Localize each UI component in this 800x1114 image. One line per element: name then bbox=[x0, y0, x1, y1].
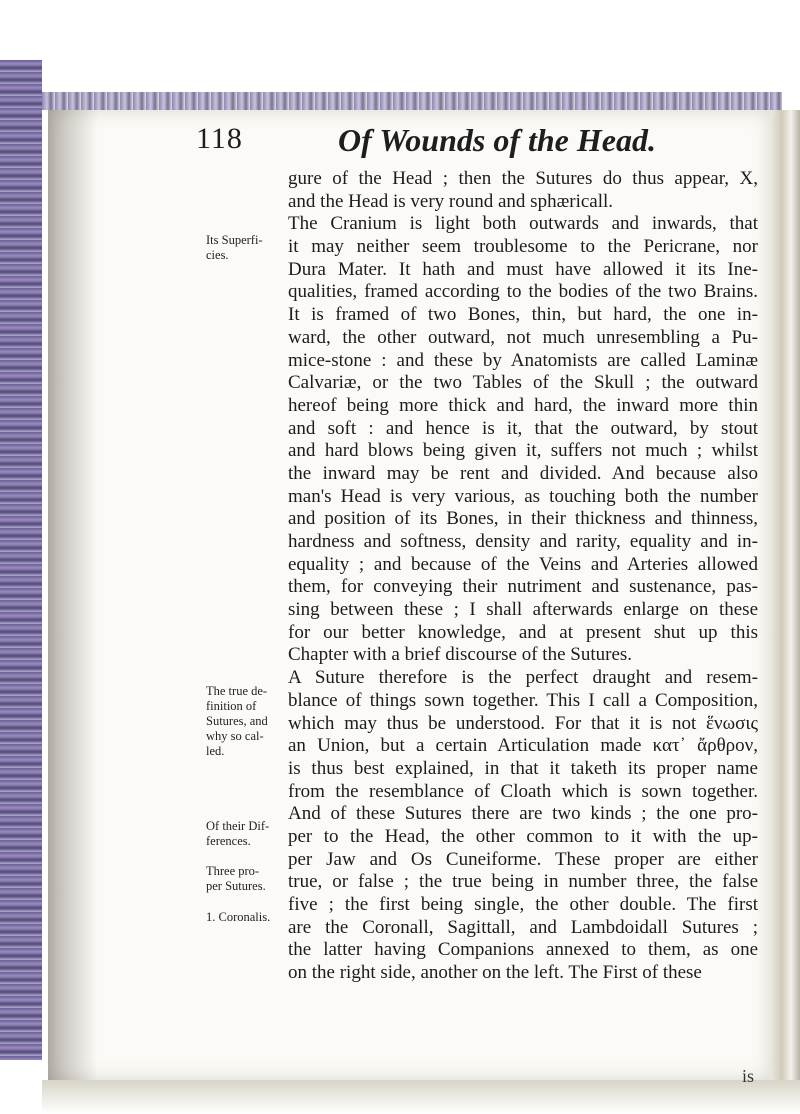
margin-note-line: cies. bbox=[206, 248, 229, 262]
text-line: It is framed of two Bones, thin, but hard, the one in- bbox=[288, 304, 758, 326]
margin-note-line: Three pro- bbox=[206, 864, 260, 878]
gutter-shadow bbox=[48, 110, 98, 1080]
body-text bbox=[288, 168, 758, 985]
book-top-edge bbox=[42, 92, 782, 110]
margin-note-line: 1. Coronalis. bbox=[206, 910, 271, 924]
text-line: five ; the first being single, the other double. The first bbox=[288, 894, 758, 915]
margin-note-line: ferences. bbox=[206, 834, 251, 848]
margin-note-line: Of their Dif- bbox=[206, 819, 270, 833]
text-line: Dura Mater. It hath and must have allowed it its Ine- bbox=[288, 258, 758, 280]
margin-note-line: why so cal- bbox=[206, 729, 264, 743]
page-stack-edge bbox=[770, 110, 800, 1090]
text-line: ward, the other outward, not much unresembling a Pu- bbox=[288, 326, 758, 348]
text-line: it may neither seem troublesome to the Pericrane, nor bbox=[288, 236, 758, 258]
text-line: And of these Sutures there are two kinds ; the one pro- bbox=[288, 803, 758, 825]
text-line: them, for conveying their nutriment and sustenance, pas- bbox=[288, 576, 758, 598]
text-line: the latter having Companions annexed to them, as one bbox=[288, 939, 758, 961]
catchword: is bbox=[742, 1066, 755, 1086]
text-line: and position of its Bones, in their thickness and thinness, bbox=[288, 508, 758, 530]
margin-note-line: Sutures, and bbox=[206, 714, 268, 728]
text-line: for our better knowledge, and at present shut up this bbox=[288, 621, 758, 643]
text-line: the inward may be rent and divided. And because also bbox=[288, 462, 758, 484]
text-line: from the resemblance of Cloath which is sown together. bbox=[288, 780, 758, 802]
text-line: and soft : and hence is it, that the outward, by stout bbox=[288, 417, 758, 439]
text-line: per to the Head, the other common to it with the up- bbox=[288, 825, 758, 847]
margin-note-line: per Sutures. bbox=[206, 879, 266, 893]
text-line: Calvariæ, or the two Tables of the Skull ; the outward bbox=[288, 372, 758, 394]
text-line: equality ; and because of the Veins and Arteries allowed bbox=[288, 553, 758, 575]
text-line: and the Head is very round and sphæricall. bbox=[288, 190, 614, 212]
margin-note-superficies bbox=[206, 233, 290, 263]
margin-note-line: Its Superfi- bbox=[206, 233, 263, 247]
text-line: are the Coronall, Sagittall, and Lambdoidall Sutures ; bbox=[288, 916, 758, 938]
text-line: A Suture therefore is the perfect draught and resem- bbox=[288, 667, 758, 689]
margin-note-line: The true de- bbox=[206, 684, 268, 698]
margin-note-differences bbox=[206, 819, 290, 849]
book-binding-edge bbox=[0, 60, 42, 1060]
text-line: gure of the Head ; then the Sutures do thus appear, X, bbox=[288, 168, 758, 189]
text-line: on the right side, another on the left. The First of these bbox=[288, 962, 702, 984]
text-line: per Jaw and Os Cuneiforme. These proper are either bbox=[288, 848, 758, 870]
text-line: sing between these ; I shall afterwards enlarge on these bbox=[288, 599, 758, 621]
margin-note-proper-sutures bbox=[206, 864, 290, 894]
text-line: an Union, but a certain Articulation made κατ᾽ ἄρθρον, bbox=[288, 735, 758, 757]
margin-note-line: finition of bbox=[206, 699, 257, 713]
running-title: Of Wounds of the Head. bbox=[338, 122, 656, 158]
text-line: qualities, framed according to the bodies of the two Brains. bbox=[288, 281, 758, 303]
margin-note-line: led. bbox=[206, 744, 225, 758]
text-line: mice-stone : and these by Anatomists are called Laminæ bbox=[288, 349, 758, 371]
text-line: true, or false ; the true being in number three, the false bbox=[288, 871, 758, 893]
text-line: blance of things sown together. This I call a Composition, bbox=[288, 689, 758, 711]
text-line: and hard blows being given it, suffers not much ; whilst bbox=[288, 440, 758, 462]
text-line: Chapter with a brief discourse of the Sutures. bbox=[288, 644, 633, 666]
page-header bbox=[196, 122, 756, 166]
text-line: which may thus be understood. For that it is not ἕνωσις bbox=[288, 712, 758, 734]
page-number: 118 bbox=[196, 122, 243, 155]
margin-note-definition bbox=[206, 684, 290, 759]
text-line: is thus best explained, in that it taketh its proper name bbox=[288, 757, 758, 779]
text-line: hereof being more thick and hard, the inward more thin bbox=[288, 394, 758, 416]
page-bottom-edge bbox=[42, 1080, 800, 1114]
text-line: hardness and softness, density and rarity, equality and in- bbox=[288, 531, 758, 552]
margin-note-coronalis bbox=[206, 910, 290, 925]
text-line: man's Head is very various, as touching both the number bbox=[288, 485, 758, 507]
text-line: The Cranium is light both outwards and inwards, that bbox=[288, 213, 758, 235]
